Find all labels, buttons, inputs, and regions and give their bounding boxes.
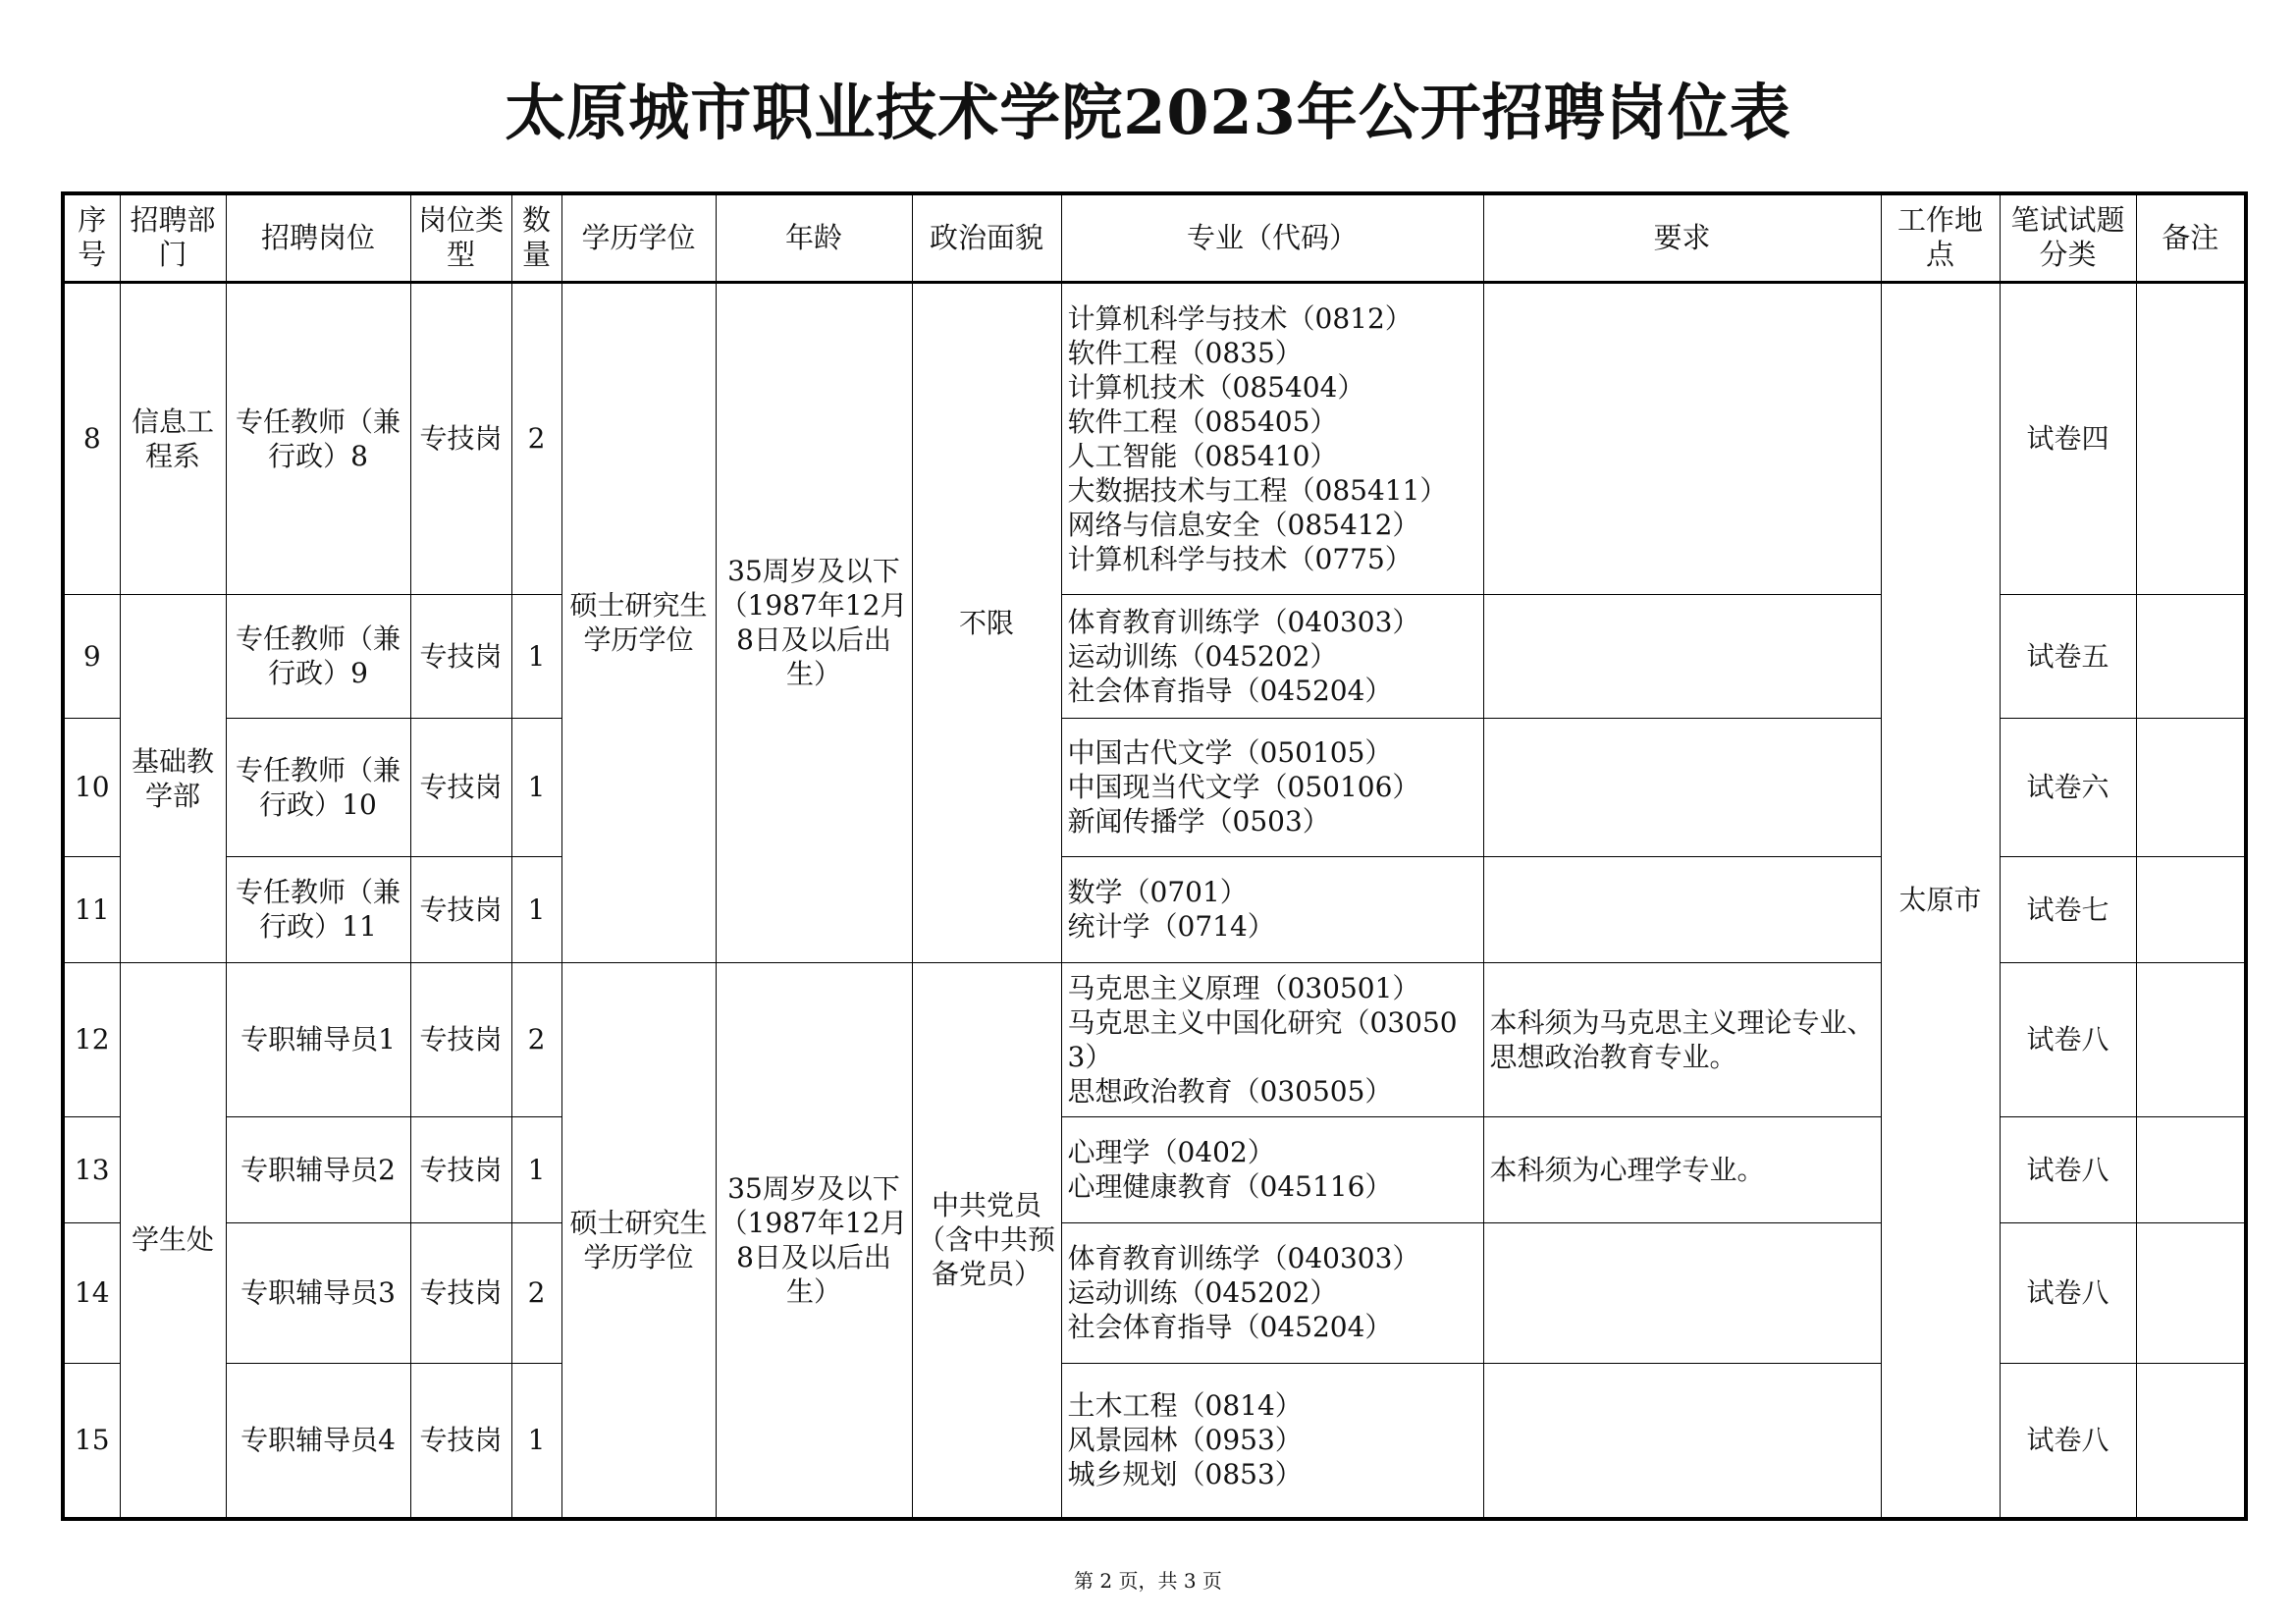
cell-majors (1061, 856, 1483, 962)
header-department: 招聘部门 (120, 193, 226, 282)
header-age: 年龄 (716, 193, 912, 282)
major-item: 中国古代文学（050105） (1067, 736, 1393, 769)
cell-post: 专任教师（兼行政）11 (226, 856, 410, 962)
cell-seq: 8 (63, 282, 120, 594)
header-post-type: 岗位类型 (410, 193, 511, 282)
cell-exam: 试卷八 (2000, 962, 2136, 1116)
cell-count: 2 (511, 1222, 561, 1363)
cell-seq: 10 (63, 718, 120, 856)
cell-political: 不限 (912, 282, 1061, 962)
major-item: 马克思主义中国化研究（030503） (1067, 1005, 1458, 1073)
cell-note (2136, 856, 2246, 962)
cell-count: 1 (511, 1363, 561, 1519)
major-item: 土木工程（0814） (1067, 1389, 1303, 1423)
major-item: 数学（0701） (1067, 876, 1248, 908)
cell-majors (1061, 594, 1483, 718)
cell-count: 1 (511, 1116, 561, 1222)
header-exam: 笔试试题分类 (2000, 193, 2136, 282)
cell-exam: 试卷八 (2000, 1363, 2136, 1519)
cell-seq: 13 (63, 1116, 120, 1222)
major-item: 新闻传播学（0503） (1067, 805, 1330, 838)
major-item: 心理学（0402） (1067, 1136, 1275, 1168)
cell-count: 1 (511, 856, 561, 962)
cell-note (2136, 1363, 2246, 1519)
cell-requirement (1483, 962, 1881, 1116)
requirement-text: 本科须为马克思主义理论专业、思想政治教育专业。 (1489, 1005, 1875, 1073)
table-row (63, 282, 2246, 594)
cell-requirement (1483, 282, 1881, 594)
cell-note (2136, 962, 2246, 1116)
cell-majors (1061, 962, 1483, 1116)
cell-majors (1061, 718, 1483, 856)
major-item: 计算机科学与技术（0775） (1067, 542, 1413, 575)
header-requirement: 要求 (1483, 193, 1881, 282)
cell-education: 硕士研究生学历学位 (561, 282, 716, 962)
major-item: 人工智能（085410） (1067, 439, 1338, 472)
cell-majors (1061, 282, 1483, 594)
cell-majors (1061, 1363, 1483, 1519)
cell-requirement (1483, 856, 1881, 962)
cell-note (2136, 282, 2246, 594)
cell-requirement (1483, 1222, 1881, 1363)
cell-note (2136, 594, 2246, 718)
cell-department: 学生处 (120, 962, 226, 1519)
header-seq: 序号 (63, 193, 120, 282)
cell-requirement (1483, 718, 1881, 856)
cell-post: 专任教师（兼行政）10 (226, 718, 410, 856)
major-item: 社会体育指导（045204） (1067, 674, 1393, 707)
cell-majors (1061, 1116, 1483, 1222)
cell-post-type: 专技岗 (410, 1363, 511, 1519)
cell-post-type: 专技岗 (410, 1222, 511, 1363)
major-item: 体育教育训练学（040303） (1067, 605, 1420, 638)
major-item: 大数据技术与工程（085411） (1067, 473, 1448, 507)
major-item: 统计学（0714） (1067, 910, 1275, 943)
cell-exam: 试卷八 (2000, 1116, 2136, 1222)
header-location: 工作地点 (1881, 193, 2000, 282)
cell-note (2136, 718, 2246, 856)
cell-post-type: 专技岗 (410, 718, 511, 856)
recruitment-table (61, 191, 2248, 1521)
cell-exam: 试卷六 (2000, 718, 2136, 856)
cell-education: 硕士研究生学历学位 (561, 962, 716, 1519)
cell-exam: 试卷五 (2000, 594, 2136, 718)
major-item: 运动训练（045202） (1067, 639, 1338, 673)
cell-post-type: 专技岗 (410, 962, 511, 1116)
cell-exam: 试卷七 (2000, 856, 2136, 962)
cell-note (2136, 1222, 2246, 1363)
cell-seq: 15 (63, 1363, 120, 1519)
major-item: 软件工程（0835） (1067, 336, 1303, 369)
cell-requirement: 本科须为心理学专业。 (1483, 1116, 1881, 1222)
header-note: 备注 (2136, 193, 2246, 282)
cell-requirement (1483, 594, 1881, 718)
cell-note (2136, 1116, 2246, 1222)
major-item: 风景园林（0953） (1067, 1424, 1303, 1457)
cell-seq: 14 (63, 1222, 120, 1363)
header-major: 专业（代码） (1061, 193, 1483, 282)
cell-count: 2 (511, 282, 561, 594)
cell-post: 专职辅导员4 (226, 1363, 410, 1519)
cell-department: 信息工程系 (120, 282, 226, 594)
cell-post-type: 专技岗 (410, 282, 511, 594)
cell-post: 专任教师（兼行政）8 (226, 282, 410, 594)
header-post: 招聘岗位 (226, 193, 410, 282)
cell-post-type: 专技岗 (410, 1116, 511, 1222)
cell-count: 2 (511, 962, 561, 1116)
major-item: 网络与信息安全（085412） (1067, 508, 1420, 541)
header-political: 政治面貌 (912, 193, 1061, 282)
cell-age: 35周岁及以下（1987年12月8日及以后出生） (716, 282, 912, 962)
major-item: 马克思主义原理（030501） (1067, 971, 1420, 1004)
cell-exam: 试卷四 (2000, 282, 2136, 594)
cell-post: 专职辅导员3 (226, 1222, 410, 1363)
table-header-row (63, 193, 2246, 282)
major-item: 心理健康教育（045116） (1067, 1170, 1393, 1203)
cell-post: 专职辅导员1 (226, 962, 410, 1116)
cell-post: 专任教师（兼行政）9 (226, 594, 410, 718)
major-item: 运动训练（045202） (1067, 1276, 1338, 1309)
page-footer: 第 2 页，共 3 页 (1074, 1569, 1222, 1593)
major-item: 城乡规划（0853） (1067, 1458, 1303, 1491)
major-item: 思想政治教育（030505） (1067, 1074, 1393, 1108)
cell-age: 35周岁及以下（1987年12月8日及以后出生） (716, 962, 912, 1519)
cell-seq: 9 (63, 594, 120, 718)
header-count: 数量 (511, 193, 561, 282)
cell-seq: 12 (63, 962, 120, 1116)
header-education: 学历学位 (561, 193, 716, 282)
major-item: 社会体育指导（045204） (1067, 1311, 1393, 1343)
cell-location: 太原市 (1881, 282, 2000, 1519)
major-item: 计算机技术（085404） (1067, 370, 1365, 404)
cell-majors (1061, 1222, 1483, 1363)
page-title: 太原城市职业技术学院2023年公开招聘岗位表 (505, 77, 1791, 148)
major-item: 体育教育训练学（040303） (1067, 1242, 1420, 1274)
cell-requirement (1483, 1363, 1881, 1519)
major-item: 计算机科学与技术（0812） (1067, 301, 1413, 335)
cell-post-type: 专技岗 (410, 594, 511, 718)
major-item: 软件工程（085405） (1067, 405, 1338, 438)
major-item: 中国现当代文学（050106） (1067, 771, 1420, 803)
cell-count: 1 (511, 594, 561, 718)
cell-post: 专职辅导员2 (226, 1116, 410, 1222)
cell-count: 1 (511, 718, 561, 856)
cell-seq: 11 (63, 856, 120, 962)
cell-exam: 试卷八 (2000, 1222, 2136, 1363)
cell-post-type: 专技岗 (410, 856, 511, 962)
cell-department: 基础教学部 (120, 594, 226, 962)
cell-political: 中共党员（含中共预备党员） (912, 962, 1061, 1519)
